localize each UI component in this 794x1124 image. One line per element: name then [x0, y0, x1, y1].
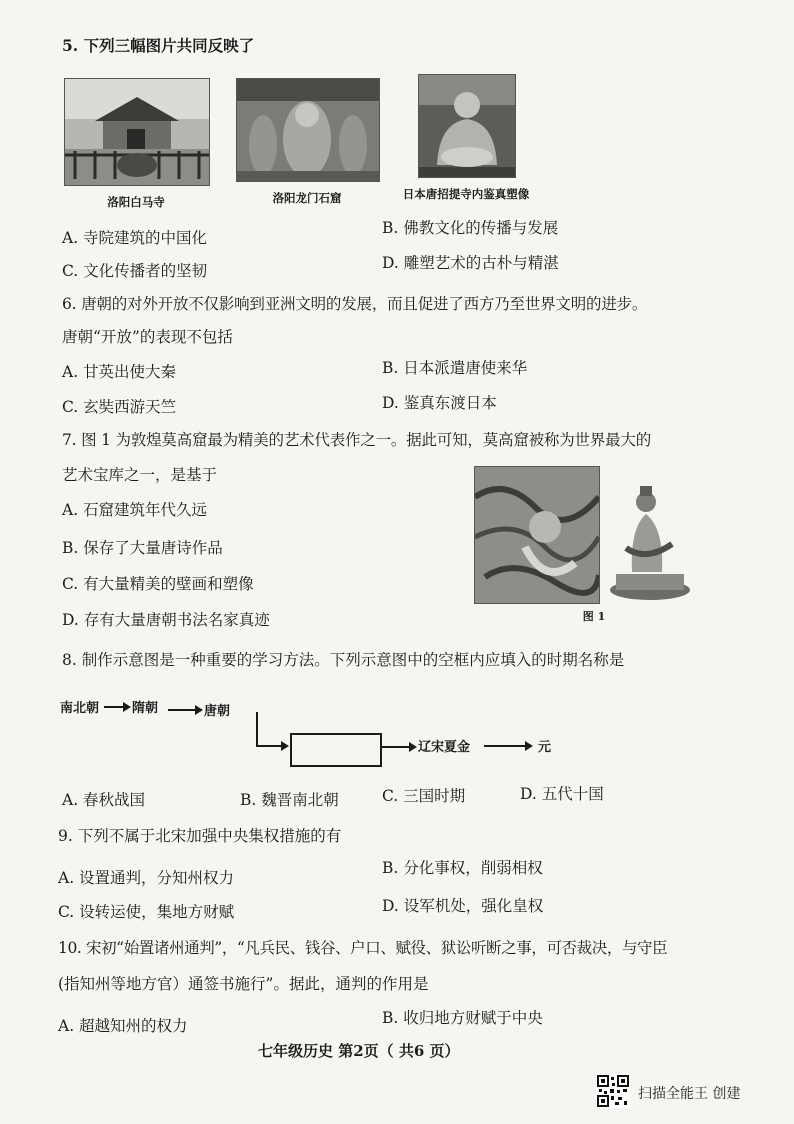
- q10-option-a: A. 超越知州的权力: [58, 1017, 188, 1035]
- q9-stem: 9. 下列不属于北宋加强中央集权措施的有: [58, 827, 342, 845]
- flow-node-nanbeichao: 南北朝: [60, 701, 100, 716]
- q10-stem-line2: (指知州等地方官）通签书施行”。据此，通判的作用是: [58, 975, 429, 993]
- q6-option-a: A. 甘英出使大秦: [62, 363, 177, 381]
- photo-mogao-statue: [606, 478, 692, 602]
- q5-option-d: D. 雕塑艺术的古朴与精湛: [382, 254, 559, 272]
- caption-baima-temple: 洛阳白马寺: [107, 195, 165, 209]
- flow-arrow: [256, 745, 282, 747]
- q10-stem-line1: 10. 宋初“始置诸州通判”，“凡兵民、钱谷、户口、赋役、狱讼听断之事，可否裁决，与守臣: [58, 939, 668, 957]
- photo-mogao-mural: [474, 466, 600, 604]
- flow-arrow: [168, 709, 196, 711]
- q9-option-c: C. 设转运使，集地方财赋: [58, 903, 235, 921]
- flow-arrow: [104, 706, 124, 708]
- flow-arrow: [380, 746, 410, 748]
- blank-period-box: [290, 733, 382, 767]
- q9-option-b: B. 分化事权，削弱相权: [382, 859, 543, 877]
- q5-option-a: A. 寺院建筑的中国化: [62, 229, 208, 247]
- photo-jianzhen-statue: [418, 74, 516, 178]
- q8-option-c: C. 三国时期: [382, 787, 466, 805]
- q7-option-a: A. 石窟建筑年代久远: [62, 501, 208, 519]
- q7-option-c: C. 有大量精美的壁画和塑像: [62, 575, 254, 593]
- caption-longmen-grottoes: 洛阳龙门石窟: [272, 191, 342, 205]
- flow-node-liao-song-xia-jin: 辽宋夏金: [418, 740, 471, 755]
- page-footer: 七年级历史 第2页（ 共6 页）: [258, 1042, 460, 1060]
- q5-option-c: C. 文化传播者的坚韧: [62, 262, 208, 280]
- flow-node-tang: 唐朝: [204, 704, 231, 719]
- q10-option-b: B. 收归地方财赋于中央: [382, 1009, 543, 1027]
- qr-code-icon: [596, 1074, 630, 1108]
- flow-connector: [256, 712, 258, 746]
- caption-jianzhen-statue: 日本唐招提寺内鉴真塑像: [402, 187, 530, 201]
- q7-option-d: D. 存有大量唐朝书法名家真迹: [62, 611, 270, 629]
- bleed-through-text: [500, 30, 514, 50]
- q8-stem: 8. 制作示意图是一种重要的学习方法。下列示意图中的空框内应填入的时期名称是: [62, 651, 625, 669]
- q8-option-a: A. 春秋战国: [62, 791, 146, 809]
- q5-stem: 5. 下列三幅图片共同反映了: [62, 36, 255, 55]
- q8-option-d: D. 五代十国: [520, 785, 604, 803]
- q7-option-b: B. 保存了大量唐诗作品: [62, 539, 223, 557]
- q9-option-a: A. 设置通判，分知州权力: [58, 869, 235, 887]
- photo-longmen-grottoes: [236, 78, 380, 182]
- q6-option-d: D. 鉴真东渡日本: [382, 394, 497, 412]
- figure-1-label: 图 1: [582, 610, 606, 623]
- scanner-watermark: 扫描全能王 创建: [638, 1086, 741, 1102]
- q7-stem-line2: 艺术宝库之一，是基于: [62, 466, 218, 484]
- q6-option-b: B. 日本派遣唐使来华: [382, 359, 528, 377]
- photo-baima-temple: [64, 78, 210, 186]
- q9-option-d: D. 设军机处，强化皇权: [382, 897, 544, 915]
- q6-stem-line1: 6. 唐朝的对外开放不仅影响到亚洲文明的发展，而且促进了西方乃至世界文明的进步。: [62, 295, 648, 313]
- q7-stem-line1: 7. 图 1 为敦煌莫高窟最为精美的艺术代表作之一。据此可知，莫高窟被称为世界最大的: [62, 431, 652, 449]
- flow-arrow: [484, 745, 526, 747]
- q6-stem-line2: 唐朝“开放”的表现不包括: [62, 328, 233, 346]
- q6-option-c: C. 玄奘西游天竺: [62, 398, 177, 416]
- q8-option-b: B. 魏晋南北朝: [240, 791, 339, 809]
- q5-option-b: B. 佛教文化的传播与发展: [382, 219, 559, 237]
- flow-node-yuan: 元: [538, 740, 552, 755]
- flow-node-sui: 隋朝: [132, 701, 159, 716]
